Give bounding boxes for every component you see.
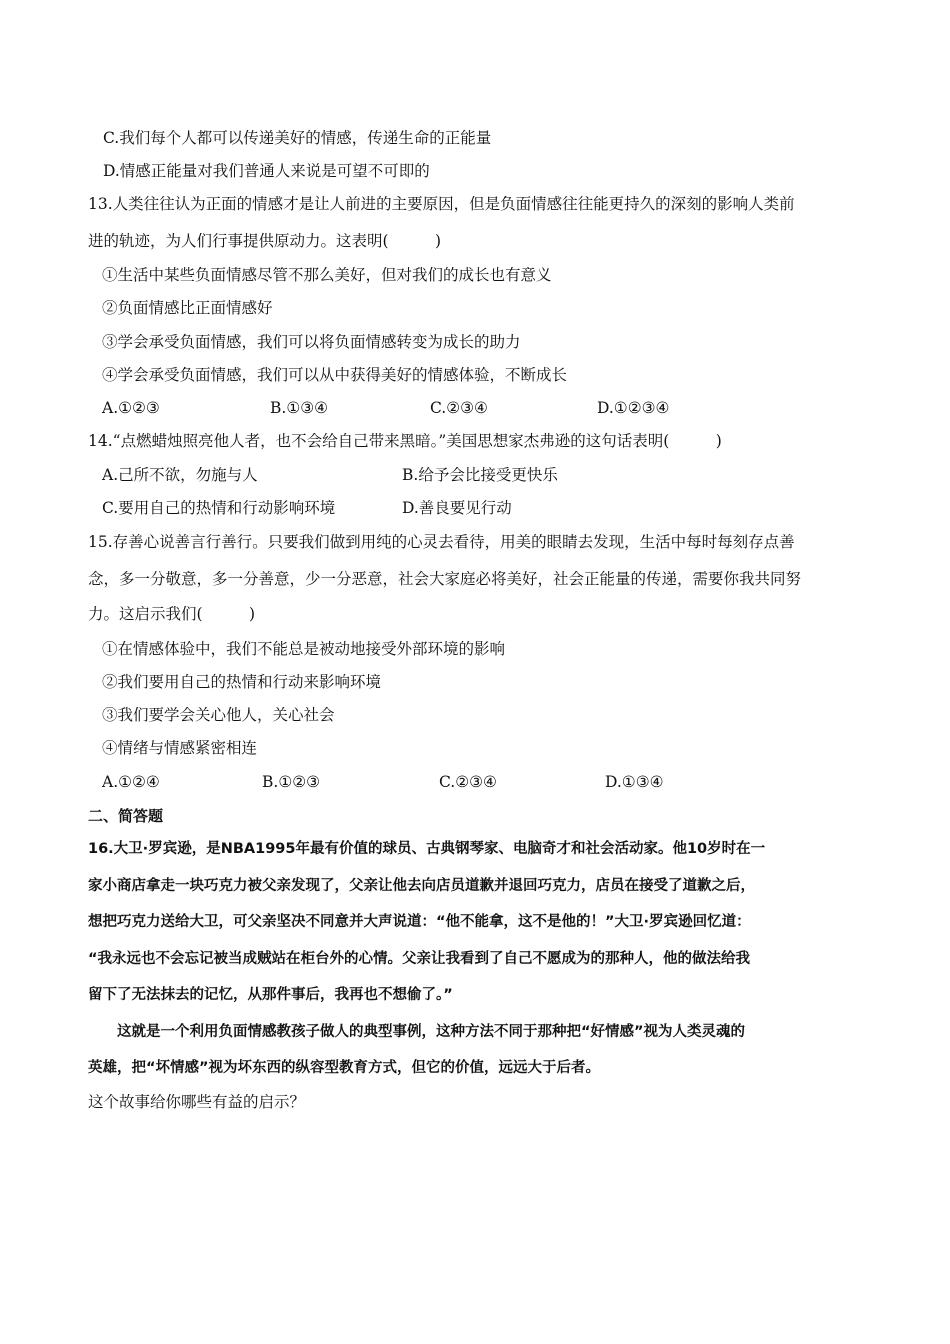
q12-option-d: D.情感正能量对我们普通人来说是可望不可即的 — [103, 162, 430, 180]
q15-item-1: ①在情感体验中，我们不能总是被动地接受外部环境的影响 — [102, 640, 506, 658]
q15-item-4: ④情绪与情感紧密相连 — [102, 739, 258, 757]
q15-option-b: B.①②③ — [262, 773, 321, 791]
q15-item-3: ③我们要学会关心他人，关心社会 — [102, 706, 335, 724]
q16-line-5: 留下了无法抹去的记忆，从那件事后，我再也不想偷了。” — [88, 987, 453, 1003]
q15-option-c: C.②③④ — [439, 773, 497, 791]
q15-stem-line1: 15.存善心说善言行善行。只要我们做到用纯的心灵去看待，用美的眼睛去发现，生活中每时每刻存点善 — [88, 533, 795, 551]
q15-option-d: D.①③④ — [605, 773, 664, 791]
q15-stem-line2: 念，多一分敬意，多一分善意，少一分恶意，社会大家庭必将美好，社会正能量的传递，需要你我共同努 — [88, 570, 802, 588]
q13-option-c: C.②③④ — [430, 399, 488, 417]
q16-line-3: 想把巧克力送给大卫，可父亲坚决不同意并大声说道：“他不能拿，这不是他的！”大卫·罗宾逊回忆道： — [88, 914, 751, 930]
q12-option-c: C.我们每个人都可以传递美好的情感，传递生命的正能量 — [103, 129, 492, 147]
q14-option-d: D.善良要见行动 — [402, 499, 512, 517]
q15-stem-line3: 力。这启示我们( ) — [88, 605, 256, 623]
q13-stem-line1: 13.人类往往认为正面的情感才是让人前进的主要原因，但是负面情感往往能更持久的深刻的影响人类前 — [88, 195, 795, 213]
q16-line-4: “我永远也不会忘记被当成贼站在柜台外的心情。父亲让我看到了自己不愿成为的那种人，他的做法给我 — [88, 951, 751, 967]
q13-option-a: A.①②③ — [102, 399, 160, 417]
q16-line-7: 英雄，把“坏情感”视为坏东西的纵容型教育方式，但它的价值，远远大于后者。 — [88, 1060, 601, 1076]
q16-question: 这个故事给你哪些有益的启示？ — [88, 1093, 306, 1111]
q13-item-1: ①生活中某些负面情感尽管不那么美好，但对我们的成长也有意义 — [102, 266, 552, 284]
q16-line-1: 16.大卫·罗宾逊，是NBA1995年最有价值的球员、古典钢琴家、电脑奇才和社会活动家。他10岁时在一 — [88, 841, 766, 857]
q13-item-2: ②负面情感比正面情感好 — [102, 299, 273, 317]
q13-option-b: B.①③④ — [270, 399, 329, 417]
q15-option-a: A.①②④ — [102, 773, 160, 791]
q14-stem: 14.“点燃蜡烛照亮他人者，也不会给自己带来黑暗。”美国思想家杰弗逊的这句话表明( ) — [88, 432, 722, 450]
q13-option-d: D.①②③④ — [597, 399, 670, 417]
q14-option-a: A.己所不欲，勿施与人 — [102, 466, 258, 484]
q13-stem-line2: 进的轨迹，为人们行事提供原动力。这表明( ) — [88, 232, 442, 250]
q13-item-3: ③学会承受负面情感，我们可以将负面情感转变为成长的助力 — [102, 333, 521, 351]
q13-item-4: ④学会承受负面情感，我们可以从中获得美好的情感体验，不断成长 — [102, 366, 568, 384]
q14-option-b: B.给予会比接受更快乐 — [402, 466, 558, 484]
q16-line-2: 家小商店拿走一块巧克力被父亲发现了，父亲让他去向店员道歉并退回巧克力，店员在接受了道歉之后， — [88, 878, 755, 894]
q14-option-c: C.要用自己的热情和行动影响环境 — [102, 499, 336, 517]
q16-line-6: 这就是一个利用负面情感教孩子做人的典型事例，这种方法不同于那种把“好情感”视为人类灵魂的 — [88, 1024, 746, 1040]
q15-item-2: ②我们要用自己的热情和行动来影响环境 — [102, 673, 382, 691]
section-heading-short-answer: 二、简答题 — [88, 807, 164, 825]
